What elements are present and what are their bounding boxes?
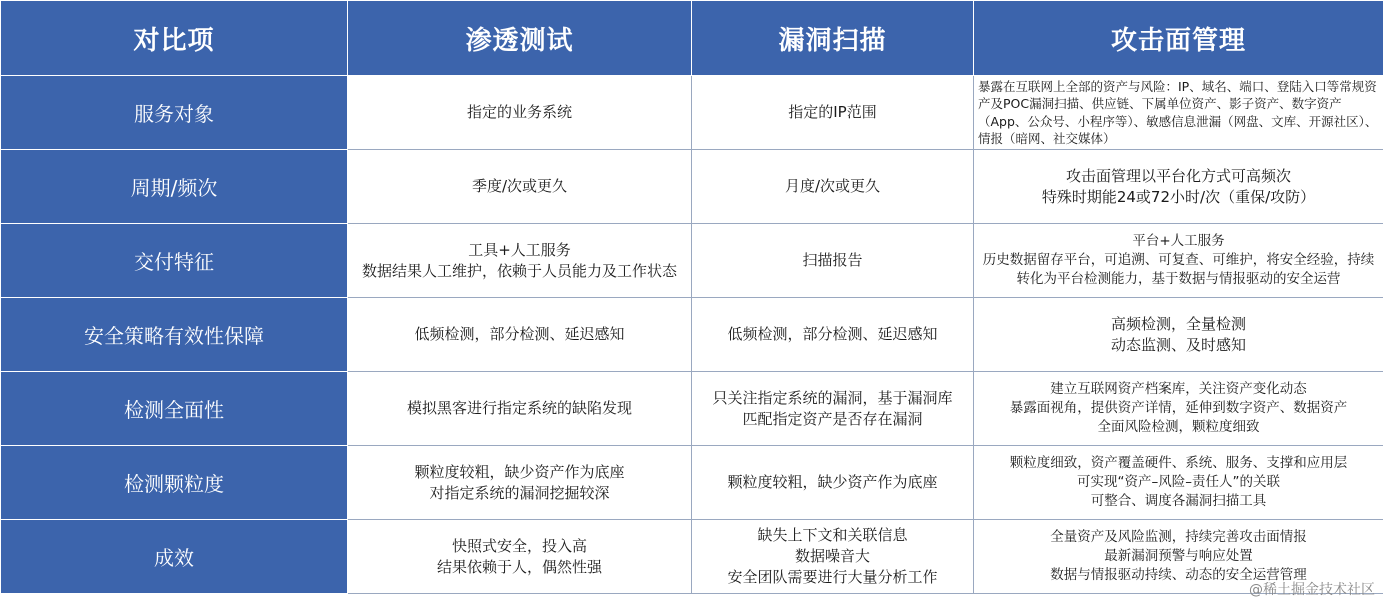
- cell-text: 建立互联网资产档案库，关注资产变化动态: [1050, 381, 1307, 397]
- pentest-cell: [348, 372, 692, 446]
- asm-cell: [974, 298, 1383, 372]
- watermark: @稀土掘金技术社区: [1249, 582, 1375, 598]
- cell-text: 扫描报告: [802, 251, 863, 269]
- pentest-cell: [348, 446, 692, 520]
- cell-text: 低频检测，部分检测、延迟感知: [414, 325, 625, 343]
- row-label: 交付特征: [1, 224, 348, 298]
- cell-text: 指定的IP范围: [788, 103, 877, 121]
- pentest-cell: [348, 520, 692, 594]
- row-label: 检测颗粒度: [1, 446, 348, 520]
- cell-text: 颗粒度较粗，缺少资产作为底座: [727, 473, 938, 491]
- vulnscan-cell: [692, 298, 974, 372]
- cell-text: 低频检测，部分检测、延迟感知: [727, 325, 938, 343]
- vulnscan-cell: [692, 150, 974, 224]
- pentest-cell: [348, 150, 692, 224]
- header-row: [1, 1, 1383, 76]
- cell-text: 暴露面视角，提供资产详情，延伸到数字资产、数据资产: [1009, 400, 1348, 416]
- cell-text: 全量资产及风险监测，持续完善攻击面情报: [1050, 529, 1307, 545]
- table-header: [1, 1, 1383, 76]
- cell-text: 数据结果人工维护，依赖于人员能力及工作状态: [361, 261, 677, 280]
- cell-text: 对指定系统的漏洞挖掘较深: [429, 483, 610, 502]
- table-row: [1, 520, 1383, 594]
- pentest-cell: [348, 224, 692, 298]
- cell-text: 高频检测，全量检测: [1110, 314, 1246, 333]
- row-label: 周期/频次: [1, 150, 348, 224]
- cell-text: 可实现“资产–风险–责任人”的关联: [1077, 474, 1280, 490]
- vulnscan-cell: [692, 76, 974, 150]
- cell-text: 匹配指定资产是否存在漏洞: [742, 409, 923, 428]
- cell-text: 最新漏洞预警与响应处置: [1104, 548, 1253, 564]
- asm-cell: [974, 446, 1383, 520]
- cell-text: 可整合、调度各漏洞扫描工具: [1090, 493, 1267, 509]
- table-row: [1, 372, 1383, 446]
- asm-cell: [974, 372, 1383, 446]
- table-body: [1, 76, 1383, 594]
- cell-text: 颗粒度细致，资产覆盖硬件、系统、服务、支撑和应用层: [1009, 455, 1348, 471]
- cell-text: 动态监测、及时感知: [1110, 335, 1246, 354]
- table-row: [1, 76, 1383, 150]
- cell-text: 只关注指定系统的漏洞，基于漏洞库: [712, 388, 953, 407]
- vulnscan-cell: [692, 446, 974, 520]
- cell-text: 指定的业务系统: [466, 103, 572, 121]
- cell-text: 缺失上下文和关联信息: [757, 526, 908, 544]
- vulnscan-cell: [692, 372, 974, 446]
- cell-text: 暴露在互联网上全部的资产与风险：IP、域名、端口、登陆入口等常规资产及POC漏洞扫描、供应链、下属单位资产、影子资产、数字资产（App、公众号、小程序等）、敏感信息泄漏（网盘、文库、开源社区）、情报（暗网、社交媒体）: [978, 78, 1378, 146]
- header-vuln-scan: 漏洞扫描: [692, 1, 974, 76]
- table-row: [1, 150, 1383, 224]
- header-pentest: 渗透测试: [348, 1, 692, 76]
- cell-text: 工具+人工服务: [468, 240, 571, 259]
- cell-text: 结果依赖于人，偶然性强: [436, 557, 602, 576]
- table-row: [1, 446, 1383, 520]
- cell-text: 颗粒度较粗，缺少资产作为底座: [414, 462, 625, 481]
- row-label: 检测全面性: [1, 372, 348, 446]
- table-row: [1, 224, 1383, 298]
- pentest-cell: [348, 76, 692, 150]
- vulnscan-cell: [692, 520, 974, 594]
- cell-text: 历史数据留存平台，可追溯、可复查、可维护，将安全经验，持续转化为平台检测能力，基于数据与情报驱动的安全运营: [982, 252, 1375, 287]
- cell-text: 平台+人工服务: [1132, 233, 1225, 249]
- cell-text: 全面风险检测，颗粒度细致: [1097, 419, 1260, 435]
- table-row: [1, 298, 1383, 372]
- row-label: 安全策略有效性保障: [1, 298, 348, 372]
- asm-cell: [974, 76, 1383, 150]
- cell-text: 攻击面管理以平台化方式可高频次: [1065, 166, 1291, 185]
- cell-text: 月度/次或更久: [784, 177, 881, 195]
- cell-text: 数据噪音大: [794, 547, 870, 565]
- pentest-cell: [348, 298, 692, 372]
- asm-cell: [974, 224, 1383, 298]
- cell-text: 安全团队需要进行大量分析工作: [727, 568, 938, 586]
- header-attack-surface-mgmt: 攻击面管理: [974, 1, 1383, 76]
- cell-text: 快照式安全，投入高: [451, 536, 587, 555]
- vulnscan-cell: [692, 224, 974, 298]
- row-label: 服务对象: [1, 76, 348, 150]
- asm-cell: [974, 150, 1383, 224]
- cell-text: 季度/次或更久: [471, 177, 568, 195]
- cell-text: 数据与情报驱动持续、动态的安全运营管理: [1050, 567, 1307, 583]
- row-label: 成效: [1, 520, 348, 594]
- cell-text: 模拟黑客进行指定系统的缺陷发现: [406, 399, 632, 417]
- header-compare-item: 对比项: [1, 1, 348, 76]
- cell-text: 特殊时期能24或72小时/次（重保/攻防）: [1041, 187, 1316, 206]
